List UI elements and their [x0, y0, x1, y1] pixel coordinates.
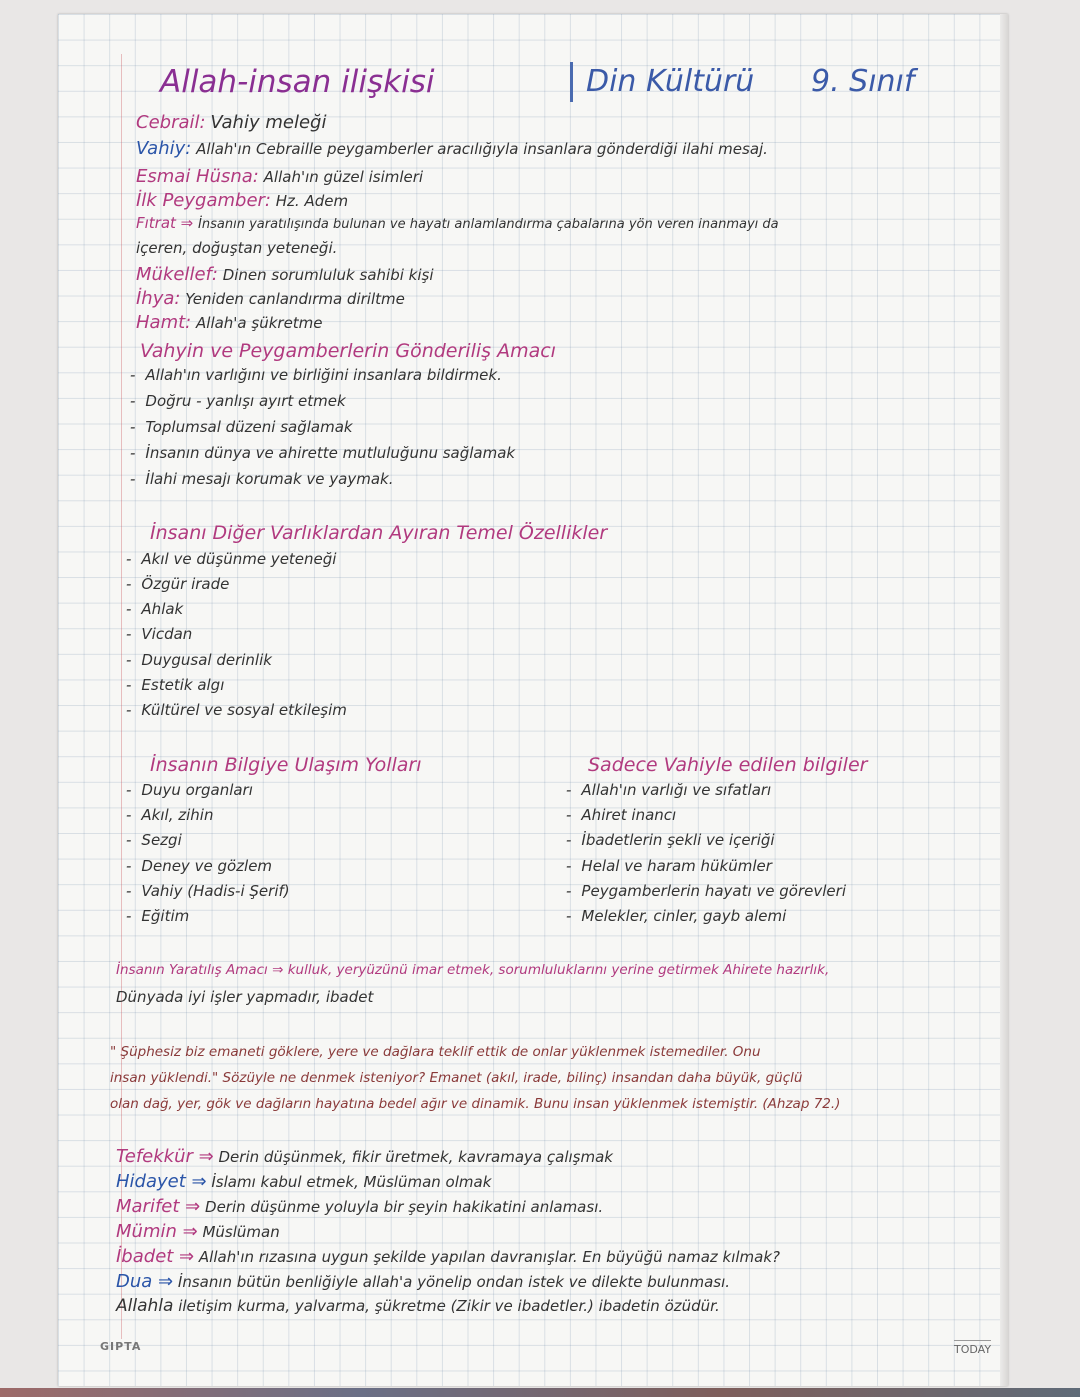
definition-text: Allah'a şükretme	[196, 314, 323, 332]
list-item: - Peygamberlerin hayatı ve görevleri	[566, 882, 846, 900]
list-item: - İlahi mesajı korumak ve yaymak.	[130, 470, 394, 488]
definition-term: Dua ⇒	[116, 1271, 174, 1292]
list-item: - Helal ve haram hükümler	[566, 857, 772, 875]
definition-text: Hz. Adem	[275, 192, 349, 210]
definition-text: Allah'ın güzel isimleri	[263, 168, 424, 186]
list-item: - Akıl ve düşünme yeteneği	[126, 550, 337, 568]
list-item: - Allah'ın varlığı ve sıfatları	[566, 781, 772, 799]
list-item: - İnsanın dünya ve ahirette mutluluğunu sağlamak	[130, 444, 516, 462]
definition-text: Yeniden canlandırma diriltme	[185, 290, 405, 308]
definition-text: İnsanın yaratılışında bulunan ve hayatı anlamlandırma çabalarına yön veren inanmayı da	[198, 217, 779, 232]
class-label: 9. Sınıf	[811, 64, 915, 99]
definition-text: Müslüman	[202, 1223, 280, 1241]
definition-term: İbadet ⇒	[116, 1246, 195, 1267]
definition-term: Hamt:	[136, 312, 192, 333]
desk-edge	[0, 1388, 1080, 1397]
list-item: - Toplumsal düzeni sağlamak	[130, 418, 353, 436]
list-item: - İbadetlerin şekli ve içeriği	[566, 831, 775, 849]
definition-line	[116, 1196, 603, 1217]
definition-line	[116, 1296, 720, 1316]
notebook-brand: GIPTA	[100, 1340, 142, 1353]
quote-line: " Şüphesiz biz emaneti göklere, yere ve dağlara teklif ettik de onlar yüklenmek istemediler. Onu	[110, 1044, 761, 1060]
definition-term: Cebrail:	[136, 112, 206, 133]
list-item: - Deney ve gözlem	[126, 857, 273, 875]
definition-term: Allahla	[116, 1296, 174, 1316]
list-item: - Doğru - yanlışı ayırt etmek	[130, 392, 346, 410]
definition-line	[136, 239, 337, 257]
definition-term: İhya:	[136, 288, 181, 309]
definition-text: Dinen sorumluluk sahibi kişi	[222, 266, 434, 284]
section-heading: İnsanın Bilgiye Ulaşım Yolları	[150, 754, 422, 776]
definition-term: Vahiy:	[136, 138, 192, 159]
list-item: - Eğitim	[126, 907, 190, 925]
list-item: - Duygusal derinlik	[126, 651, 272, 669]
definition-line	[116, 1246, 780, 1267]
definition-line	[136, 166, 423, 187]
definition-line	[136, 138, 768, 159]
definition-line	[116, 1221, 280, 1242]
header-divider	[570, 62, 573, 102]
creation-purpose-line: İnsanın Yaratılış Amacı ⇒ kulluk, yeryüzünü imar etmek, sorumluluklarını yerine getirmek Ahirete hazırlık,	[116, 962, 830, 978]
definition-term: Marifet ⇒	[116, 1196, 201, 1217]
subject-label: Din Kültürü	[586, 64, 755, 99]
definition-text: Allah'ın rızasına uygun şekilde yapılan davranışlar. En büyüğü namaz kılmak?	[198, 1248, 780, 1266]
definition-line	[116, 1271, 730, 1292]
list-item: - Allah'ın varlığını ve birliğini insanlara bildirmek.	[130, 366, 502, 384]
definition-line	[116, 1146, 613, 1167]
definition-text: İnsanın bütün benliğiyle allah'a yönelip ondan istek ve dilekte bulunması.	[177, 1273, 731, 1291]
definition-line	[136, 312, 323, 333]
list-item: - Duyu organları	[126, 781, 253, 799]
list-item: - Ahiret inancı	[566, 806, 677, 824]
definition-term: İlk Peygamber:	[136, 190, 271, 211]
definition-text: Vahiy meleği	[210, 112, 327, 133]
definition-text: Allah'ın Cebraille peygamberler aracılığıyla insanlara gönderdiği ilahi mesaj.	[196, 140, 768, 158]
quote-line: insan yüklendi." Sözüyle ne denmek isteniyor? Emanet (akıl, irade, bilinç) insandan daha büyük, güçlü	[110, 1070, 803, 1086]
definition-term: Esmai Hüsna:	[136, 166, 259, 187]
list-item: - Sezgi	[126, 831, 182, 849]
notebook-page	[58, 14, 1008, 1386]
definition-term: Hidayet ⇒	[116, 1171, 207, 1192]
list-item: - Özgür irade	[126, 575, 230, 593]
section-heading: Vahyin ve Peygamberlerin Gönderiliş Amacı	[140, 340, 556, 362]
section-heading: Sadece Vahiyle edilen bilgiler	[588, 754, 868, 776]
definition-text: içeren, doğuştan yeteneği.	[136, 239, 338, 257]
page-title: Allah-insan ilişkisi	[160, 64, 435, 100]
list-item: - Ahlak	[126, 600, 184, 618]
definition-line	[136, 288, 405, 309]
today-label: TODAY	[954, 1340, 991, 1356]
definition-text: İslamı kabul etmek, Müslüman olmak	[211, 1173, 492, 1191]
definition-text: Derin düşünme yoluyla bir şeyin hakikatini anlaması.	[205, 1198, 604, 1216]
definition-term: Tefekkür ⇒	[116, 1146, 214, 1167]
definition-line	[116, 1171, 491, 1192]
list-item: - Estetik algı	[126, 676, 225, 694]
definition-term: Mükellef:	[136, 264, 218, 285]
definition-line	[136, 190, 348, 211]
quote-line: olan dağ, yer, gök ve dağların hayatına bedel ağır ve dinamik. Bunu insan yüklenmek istemiştir. (Ahzap 72.)	[110, 1096, 841, 1112]
definition-term: Fıtrat ⇒	[136, 214, 194, 232]
list-item: - Akıl, zihin	[126, 806, 214, 824]
list-item: - Vahiy (Hadis-i Şerif)	[126, 882, 290, 900]
definition-line	[136, 112, 326, 133]
definition-text: iletişim kurma, yalvarma, şükretme (Zikir ve ibadetler.) ibadetin özüdür.	[178, 1297, 720, 1315]
definition-text: Derin düşünmek, fikir üretmek, kavramaya çalışmak	[218, 1148, 613, 1166]
section-heading: İnsanı Diğer Varlıklardan Ayıran Temel Özellikler	[150, 522, 608, 544]
list-item: - Kültürel ve sosyal etkileşim	[126, 701, 347, 719]
definition-line	[136, 214, 779, 232]
definition-term: Mümin ⇒	[116, 1221, 198, 1242]
definition-line	[136, 264, 434, 285]
page-edge	[1000, 14, 1008, 1386]
list-item: - Vicdan	[126, 625, 193, 643]
creation-purpose-line: Dünyada iyi işler yapmadır, ibadet	[116, 988, 374, 1006]
list-item: - Melekler, cinler, gayb alemi	[566, 907, 787, 925]
